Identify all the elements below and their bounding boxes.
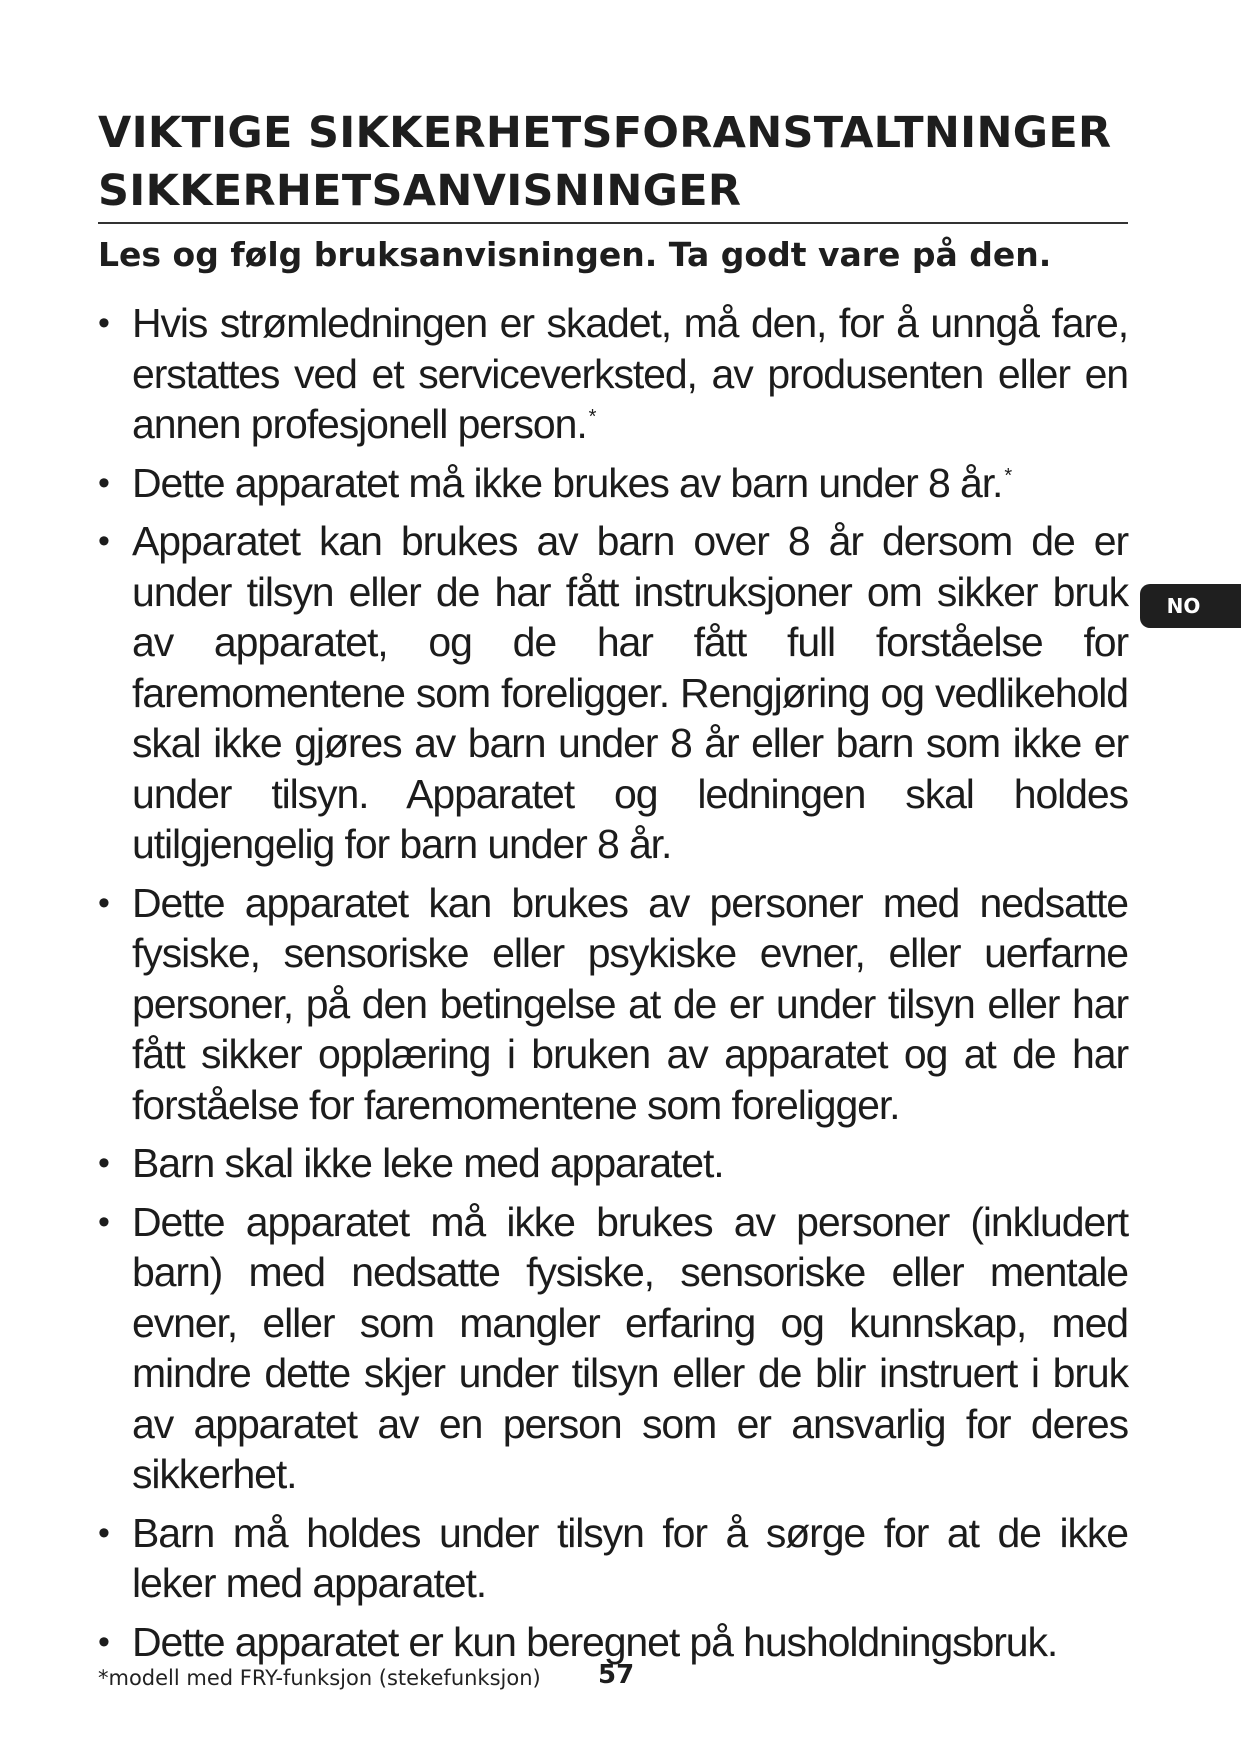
list-item-text: Barn må holdes under tilsyn for å sørge for at de ikke leker med apparatet.: [132, 1509, 1128, 1606]
list-item: [98, 298, 1128, 450]
bullet-icon: •: [98, 463, 109, 502]
list-item: [98, 1138, 1128, 1189]
page-title: [98, 104, 1128, 220]
footnote-marker: *: [1004, 464, 1011, 487]
language-tab: NO: [1140, 584, 1241, 628]
list-item-text: Dette apparatet kan brukes av personer med nedsatte fysiske, sensoriske eller psykiske evner, eller uerfarne personer, på den betingelse at de er under tilsyn eller har fått sikker opplæring i bruken av apparatet og at de har forståelse for faremomentene som foreligger.: [132, 879, 1128, 1128]
page-title-line-2: SIKKERHETSANVISNINGER: [98, 166, 742, 216]
footnote-marker: *: [588, 406, 596, 429]
list-item-text: Dette apparatet må ikke brukes av personer (inkludert barn) med nedsatte fysiske, sensoriske eller mentale evner, eller som mangler erfaring og kunnskap, med mindre dette skjer under tilsyn eller de blir instruert i bruk av apparatet av en person som er ansvarlig for deres sikkerhet.: [132, 1198, 1128, 1497]
bullet-icon: •: [98, 1202, 109, 1241]
bullet-icon: •: [98, 1513, 109, 1552]
list-item-text: Dette apparatet er kun beregnet på husholdningsbruk.: [132, 1618, 1058, 1665]
list-item: [98, 458, 1128, 509]
subheading: Les og følg bruksanvisningen. Ta godt vare på den.: [98, 235, 1052, 274]
bullet-icon: •: [98, 883, 109, 922]
list-item-text: Hvis strømledningen er skadet, må den, for å unngå fare, erstattes ved et serviceverksted, av produsenten eller en annen profesjonell person.: [132, 300, 1128, 447]
list-item-text: Dette apparatet må ikke brukes av barn under 8 år.: [132, 459, 1003, 506]
list-item: [98, 1508, 1128, 1609]
list-item-text: Barn skal ikke leke med apparatet.: [132, 1140, 724, 1186]
safety-instructions-list: [98, 298, 1128, 1675]
page-title-line-1: VIKTIGE SIKKERHETSFORANSTALTNINGER: [98, 108, 1112, 158]
bullet-icon: •: [98, 1144, 109, 1182]
bullet-icon: •: [98, 304, 109, 342]
bullet-icon: •: [98, 1622, 109, 1661]
list-item-text: Apparatet kan brukes av barn over 8 år dersom de er under tilsyn eller de har fått instruksjoner om sikker bruk av apparatet, og de har fått full forståelse for faremomentene som foreligger. Rengjøring og vedlikehold skal ikke gjøres av barn under 8 år eller barn som ikke er under tilsyn. Apparatet og ledningen skal holdes utilgjengelig for barn under 8 år.: [132, 518, 1128, 867]
list-item: [98, 878, 1128, 1131]
list-item: [98, 516, 1128, 870]
footnote: *modell med FRY-funksjon (stekefunksjon): [98, 1666, 541, 1690]
heading-divider: [98, 222, 1128, 224]
page-number: 57: [598, 1660, 635, 1690]
bullet-icon: •: [98, 522, 109, 560]
list-item: [98, 1197, 1128, 1500]
